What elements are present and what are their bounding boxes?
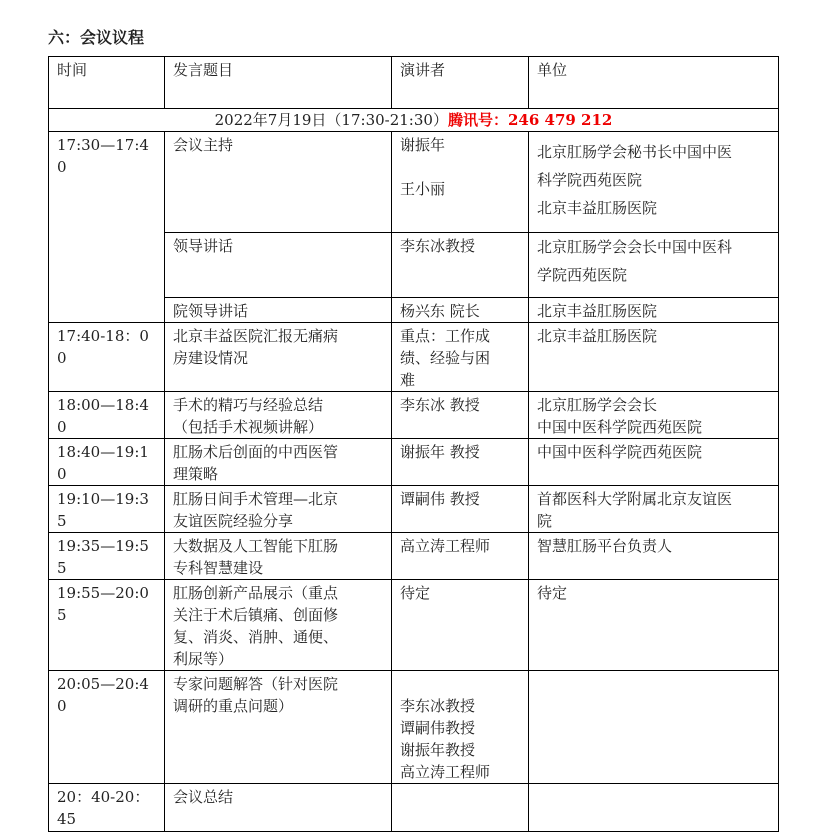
time-cell: 19:35—19:5 5 — [49, 533, 165, 580]
table-row — [49, 439, 779, 486]
time-cell: 19:55—20:0 5 — [49, 580, 165, 671]
table-row — [49, 132, 779, 233]
header-topic: 发言题目 — [165, 57, 392, 109]
speaker-cell: 李东冰教授 — [392, 233, 529, 298]
speaker-cell: 待定 — [392, 580, 529, 671]
section-heading: 六：会议议程 — [48, 28, 145, 47]
date-text: 2022年7月19日（17:30-21:30） — [214, 111, 448, 129]
agenda-table — [48, 56, 779, 832]
unit-cell: 北京肛肠学会秘书长中国中医 科学院西苑医院 北京丰益肛肠医院 — [529, 132, 779, 233]
topic-cell: 院领导讲话 — [165, 298, 392, 323]
unit-cell: 北京丰益肛肠医院 — [529, 323, 779, 392]
unit-cell: 北京肛肠学会会长中国中医科 学院西苑医院 — [529, 233, 779, 298]
speaker-cell: 谭嗣伟 教授 — [392, 486, 529, 533]
table-row — [49, 323, 779, 392]
topic-cell: 专家问题解答（针对医院 调研的重点问题） — [165, 671, 392, 784]
topic-cell: 北京丰益医院汇报无痛病 房建设情况 — [165, 323, 392, 392]
date-row — [49, 109, 779, 132]
header-time: 时间 — [49, 57, 165, 109]
header-speaker: 演讲者 — [392, 57, 529, 109]
topic-cell: 领导讲话 — [165, 233, 392, 298]
time-cell: 17:40-18：0 0 — [49, 323, 165, 392]
time-cell: 18:40—19:1 0 — [49, 439, 165, 486]
time-cell: 19:10—19:3 5 — [49, 486, 165, 533]
speaker-cell — [392, 784, 529, 832]
speaker-cell: 谢振年 王小丽 — [392, 132, 529, 233]
unit-cell: 北京丰益肛肠医院 — [529, 298, 779, 323]
table-row — [49, 784, 779, 832]
table-row — [49, 486, 779, 533]
table-row — [49, 533, 779, 580]
header-unit: 单位 — [529, 57, 779, 109]
speaker-cell: 杨兴东 院长 — [392, 298, 529, 323]
speaker-cell: 谢振年 教授 — [392, 439, 529, 486]
speaker-cell: 重点：工作成 绩、经验与困 难 — [392, 323, 529, 392]
topic-cell: 肛肠创新产品展示（重点 关注于术后镇痛、创面修 复、消炎、消肿、通便、 利尿等） — [165, 580, 392, 671]
unit-cell: 首都医科大学附属北京友谊医 院 — [529, 486, 779, 533]
time-cell: 20：40-20： 45 — [49, 784, 165, 832]
topic-cell: 会议总结 — [165, 784, 392, 832]
topic-cell: 手术的精巧与经验总结 （包括手术视频讲解） — [165, 392, 392, 439]
topic-cell: 肛肠术后创面的中西医管 理策略 — [165, 439, 392, 486]
unit-cell: 智慧肛肠平台负责人 — [529, 533, 779, 580]
speaker-cell: 高立涛工程师 — [392, 533, 529, 580]
speaker-cell: 李东冰教授 谭嗣伟教授 谢振年教授 高立涛工程师 — [392, 671, 529, 784]
date-cell — [49, 109, 779, 132]
header-row — [49, 57, 779, 109]
topic-cell: 大数据及人工智能下肛肠 专科智慧建设 — [165, 533, 392, 580]
table-row — [49, 671, 779, 784]
unit-cell: 北京肛肠学会会长 中国中医科学院西苑医院 — [529, 392, 779, 439]
unit-cell: 中国中医科学院西苑医院 — [529, 439, 779, 486]
topic-cell: 肛肠日间手术管理—北京 友谊医院经验分享 — [165, 486, 392, 533]
time-cell: 20:05—20:4 0 — [49, 671, 165, 784]
tencent-meeting-id: 腾讯号：246 479 212 — [447, 111, 613, 129]
time-cell: 17:30—17:4 0 — [49, 132, 165, 323]
topic-cell: 会议主持 — [165, 132, 392, 233]
time-cell: 18:00—18:4 0 — [49, 392, 165, 439]
unit-cell: 待定 — [529, 580, 779, 671]
table-row — [49, 580, 779, 671]
unit-cell — [529, 671, 779, 784]
unit-cell — [529, 784, 779, 832]
table-row — [49, 392, 779, 439]
speaker-cell: 李东冰 教授 — [392, 392, 529, 439]
